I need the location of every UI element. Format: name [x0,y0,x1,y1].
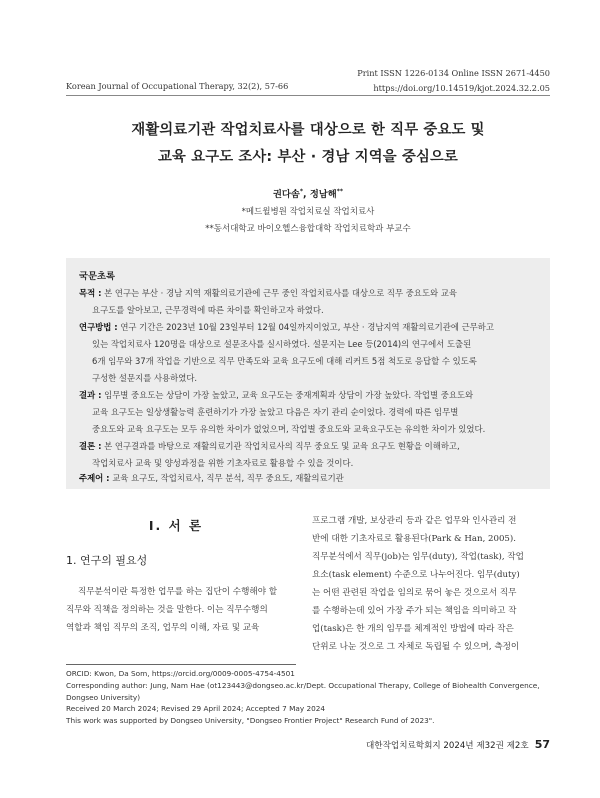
title-line-1: 재활의료기관 작업치료사를 대상으로 한 직무 중요도 및 [131,122,485,138]
page-footer [366,738,550,751]
orcid-note: ORCID: Kwon, Da Som, https://orcid.org/0009-0005-4754-4501 [66,669,295,678]
abstract-purpose: 목적 : 본 연구는 부산 · 경남 지역 재활의료기관에 근무 중인 작업치료사를 대상으로 직무 중요도와 교육 요구도를 알아보고, 근무경력에 따른 차이를 확인하고자 하였다. [79,288,457,315]
conclusion-label: 결론 : [79,441,102,451]
header-divider [66,95,550,96]
affiliation-2: **동서대학교 바이오헬스융합대학 작업치료학과 부교수 [205,224,411,234]
paper-title [66,117,550,171]
abstract-heading: 국문초록 [79,271,115,282]
section-title: Ⅰ. 서 론 [148,518,204,533]
result-label: 결과 : [79,390,102,400]
author-list: 권다솜*, 정남해** [272,187,344,200]
support-note: This work was supported by Dongseo University, "Dongseo Frontier Project" Research Fund of 2023". [66,716,435,726]
keywords-label: 주제어 : [79,473,110,483]
author-1: 권다솜 [272,189,300,200]
abstract-conclusion: 결론 : 본 연구결과를 바탕으로 재활의료기관 작업치료사의 직무 중요도 및 교육 요구도 현황을 이해하고, 작업치료사 교육 및 양성과정을 위한 기초자료로 활용할 수 있을 것이다. [79,441,460,468]
author-2-mark: ** [336,187,344,195]
issn: Print ISSN 1226-0134 Online ISSN 2671-4450 [357,68,550,78]
method-label: 연구방법 : [79,322,118,332]
doi-link[interactable]: https://doi.org/10.14519/kjot.2024.32.2.05 [373,83,550,93]
body-right-column: 프로그램 개발, 보상관리 등과 같은 업무와 인사관리 전 반에 대한 기초자료로 활용된다(Park & Han, 2005). 직무분석에서 직무(job)는 임무(duty), 작업(task), 작업 요소(task element) 수준으로 나누어진다. 임무(duty) 는 어떤 관련된 작업을 임의로 묶어 놓은 것으로서 직무 를 수행하는데 있어 가장 주가 되는 책임을 의미하고 작 업(task)은 한 개의 임무를 체계적인 방법에 따라 작은 단위로 나눈 것으로 그 자체로 독립될 수 있으며, 측정이 [312,516,524,652]
corresponding-note: Corresponding author: Jung, Nam Hae (ot123443@dongseo.ac.kr/Dept. Occupational Therapy, College of Biohealth Convergence, [66,680,540,690]
abstract-result: 결과 : 임무별 중요도는 상담이 가장 높았고, 교육 요구도는 중재계획과 상담이 가장 높았다. 작업별 중요도와 교육 요구도는 일상생활능력 훈련하기가 가장 높았고 다음은 자기 관리 순이었다. 경력에 따른 임무별 중요도와 교육 요구도는 모두 유의한 차이가 없었으며, 작업별 중요도와 교육요구도는 유의한 차이가 있었다. [79,390,486,434]
subsection-title: 1. 연구의 필요성 [66,554,148,567]
journal-reference: Korean Journal of Occupational Therapy, 32(2), 57-66 [66,81,289,91]
footer-journal: 대한작업치료학회지 2024년 제32권 제2호 [365,741,529,751]
title-line-2: 교육 요구도 조사: 부산 · 경남 지역을 중심으로 [158,149,458,165]
author-1-mark: * [299,187,304,195]
page-number: 57 [534,738,550,751]
header-issn-doi [357,66,550,96]
footnotes: ORCID: Kwon, Da Som, https://orcid.org/0009-0005-4754-4501 Corresponding author: Jung, Nam Hae (ot123443@dongseo.ac.kr/Dept. Occupational Therapy, College of Biohealth Convergence, Dongseo University) Received 20 March 2024; Revised 29 April 2024; Accepted 7 May 2024 This work was supported by Dongseo University, "Dongseo Frontier Project" Research Fund of 2023". [66,668,556,727]
body-left-column: 직무분석이란 특정한 업무를 하는 집단이 수행해야 할 직무와 직책을 정의하는 것을 말한다. 이는 직무수행의 역할과 책임 직무의 조직, 업무의 이해, 자료 및 교육 [66,587,278,633]
abstract-method: 연구방법 : 연구 기간은 2023년 10월 23일부터 12월 04일까지이었고, 부산 · 경남지역 재활의료기관에 근무하고 있는 작업치료사 120명을 대상으로 설문조사를 실시하였다. 설문지는 Lee 등(2014)의 연구에서 도출된 6개 임무와 37개 작업을 기반으로 직무 만족도와 교육 요구도에 대해 리커트 5점 척도로 응답할 수 있도록 구성한 설문지를 사용하였다. [79,322,494,383]
abstract-keywords [79,470,539,487]
purpose-label: 목적 : [79,288,102,298]
author-2: 정남해 [309,189,337,200]
affiliation-1: *메드윌병원 작업치료실 작업치료사 [241,207,375,217]
keywords: 교육 요구도, 작업치료사, 직무 분석, 직무 중요도, 재활의료기관 [112,473,344,483]
footnote-divider [66,664,296,665]
received-note: Received 20 March 2024; Revised 29 April 2024; Accepted 7 May 2024 [66,704,326,714]
